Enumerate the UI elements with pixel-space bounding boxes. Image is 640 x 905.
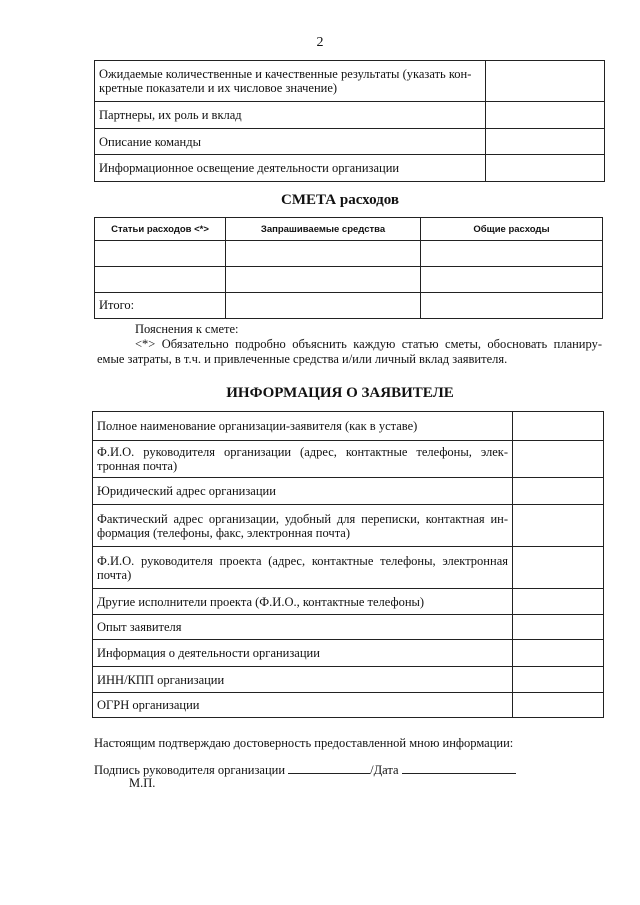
signature-field[interactable] (288, 763, 370, 774)
date-field[interactable] (402, 763, 516, 774)
table-row-label: Партнеры, их роль и вклад (95, 102, 486, 129)
table-cell-value[interactable] (486, 102, 605, 129)
budget-cell[interactable] (226, 293, 421, 319)
budget-notes-title: Пояснения к смете: (135, 322, 239, 336)
table-cell-value[interactable] (513, 615, 604, 640)
budget-cell[interactable] (421, 293, 603, 319)
table-cell-value[interactable] (513, 693, 604, 718)
signature-label: Подпись руководителя организации (94, 763, 286, 777)
project-info-table (94, 60, 605, 182)
table-row-label: Фактический адрес организации, удобный для переписки, контактная ин-формация (телефоны, факс, электронная почта) (93, 505, 513, 547)
table-row-label: Полное наименование организации-заявителя (как в уставе) (93, 412, 513, 441)
table-cell-value[interactable] (513, 547, 604, 589)
table-cell-value[interactable] (486, 61, 605, 102)
column-header: Общие расходы (421, 218, 603, 241)
table-row-label: Информационное освещение деятельности организации (95, 155, 486, 182)
confirmation-text: Настоящим подтверждаю достоверность предоставленной мною информации: (94, 736, 514, 750)
budget-notes-text: <*> Обязательно подробно объяснить каждую статью сметы, обосновать планиру-емые затраты, в т.ч. и привлеченные средства и/или личный вклад заявителя. (97, 337, 602, 366)
budget-cell[interactable] (226, 267, 421, 293)
table-cell-value[interactable] (513, 505, 604, 547)
table-row-label: Ожидаемые количественные и качественные результаты (указать кон-кретные показатели и их числовое значение) (95, 61, 486, 102)
table-cell-value[interactable] (513, 667, 604, 693)
table-row-label: ОГРН организации (93, 693, 513, 718)
table-row-label: Опыт заявителя (93, 615, 513, 640)
column-header: Статьи расходов <*> (95, 218, 226, 241)
budget-cell[interactable] (226, 241, 421, 267)
table-row-label: Описание команды (95, 129, 486, 155)
applicant-info-table (92, 411, 604, 718)
signature-line (94, 763, 516, 778)
budget-cell[interactable] (95, 241, 226, 267)
table-row-label: Ф.И.О. руководителя организации (адрес, контактные телефоны, элек-тронная почта) (93, 441, 513, 478)
page-number: 2 (316, 35, 324, 50)
table-cell-value[interactable] (486, 155, 605, 182)
table-cell-value[interactable] (513, 640, 604, 667)
budget-cell[interactable] (95, 267, 226, 293)
budget-table (94, 217, 603, 319)
column-header: Запрашиваемые средства (226, 218, 421, 241)
table-row-label: Юридический адрес организации (93, 478, 513, 505)
table-row-label: Ф.И.О. руководителя проекта (адрес, контактные телефоны, электронная почта) (93, 547, 513, 589)
table-row-label: ИНН/КПП организации (93, 667, 513, 693)
date-label: /Дата (370, 763, 399, 777)
applicant-title: ИНФОРМАЦИЯ О ЗАЯВИТЕЛЕ (226, 385, 454, 401)
table-cell-value[interactable] (513, 589, 604, 615)
table-cell-value[interactable] (513, 478, 604, 505)
budget-title: СМЕТА расходов (281, 192, 399, 208)
table-cell-value[interactable] (486, 129, 605, 155)
table-row-label: Другие исполнители проекта (Ф.И.О., контактные телефоны) (93, 589, 513, 615)
budget-cell[interactable] (421, 267, 603, 293)
table-cell-value[interactable] (513, 441, 604, 478)
table-row-label: Информация о деятельности организации (93, 640, 513, 667)
total-label: Итого: (95, 293, 226, 319)
stamp-label: М.П. (129, 776, 156, 790)
budget-cell[interactable] (421, 241, 603, 267)
table-cell-value[interactable] (513, 412, 604, 441)
